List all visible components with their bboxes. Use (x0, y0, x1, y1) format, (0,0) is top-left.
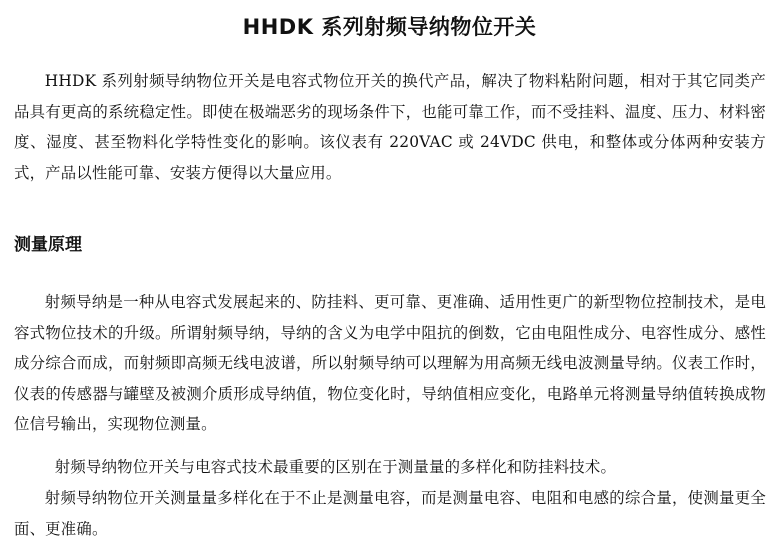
section-heading: 测量原理 (14, 235, 82, 255)
intro-paragraph: HHDK 系列射频导纳物位开关是电容式物位开关的换代产品，解决了物料粘附问题，相对于其它同类产品具有更高的系统稳定性。即使在极端恶劣的现场条件下，也能可靠工作，而不受挂料、温度、压力、材料密度、湿度、甚至物料化学特性变化的影响。该仪表有 220VAC 或 24VDC 供电，和整体或分体两种安装方式，产品以性能可靠、安装方便得以大量应用。 (14, 72, 766, 182)
document-title: HHDK 系列射频导纳物位开关 (242, 15, 537, 39)
principle-paragraph-1: 射频导纳是一种从电容式发展起来的、防挂料、更可靠、更准确、适用性更广的新型物位控制技术，是电容式物位技术的升级。所谓射频导纳，导纳的含义为电学中阻抗的倒数，它由电阻性成分、电容性成分、感性成分综合而成，而射频即高频无线电波谱，所以射频导纳可以理解为用高频无线电波测量导纳。仪表工作时，仪表的传感器与罐壁及被测介质形成导纳值，物位变化时，导纳值相应变化，电路单元将测量导纳值转换成物位信号输出，实现物位测量。 (14, 293, 766, 433)
principle-paragraph-2: 射频导纳物位开关与电容式技术最重要的区别在于测量量的多样化和防挂料技术。 (54, 458, 617, 476)
principle-paragraph-3: 射频导纳物位开关测量量多样化在于不止是测量电容，而是测量电容、电阻和电感的综合量，使测量更全面、更准确。 (14, 489, 766, 538)
